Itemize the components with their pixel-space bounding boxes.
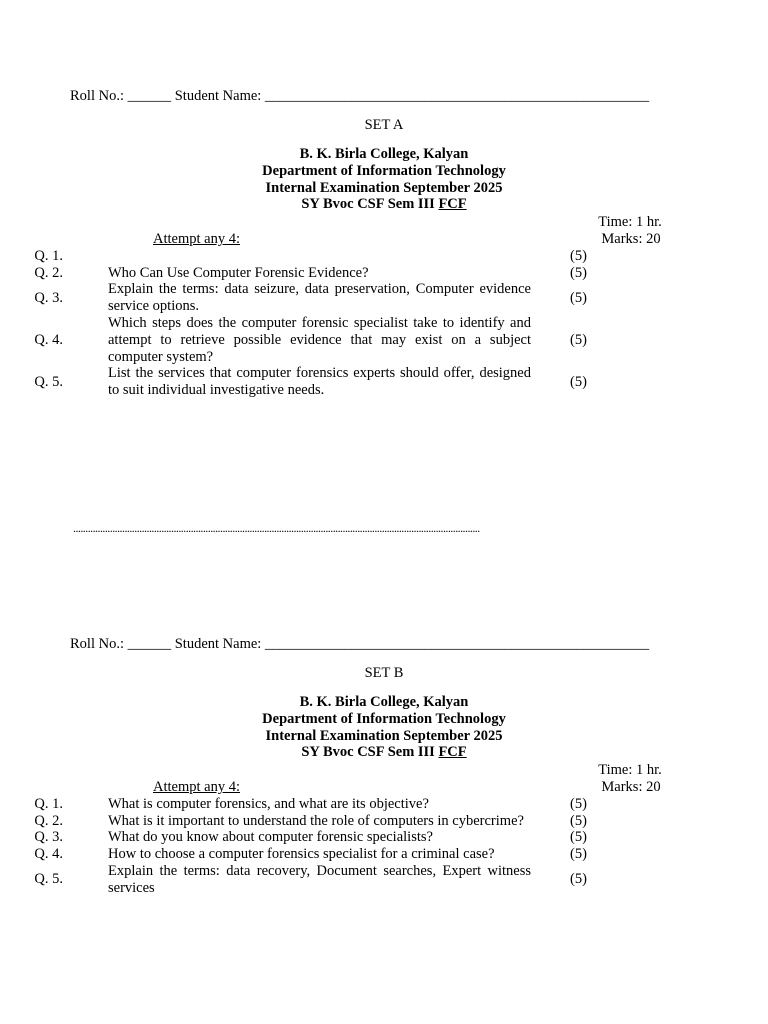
question-marks: (5) xyxy=(570,846,587,863)
question-row xyxy=(0,248,768,265)
question-row xyxy=(0,315,768,365)
question-number: Q. 3. xyxy=(34,289,63,306)
question-marks: (5) xyxy=(570,331,587,348)
question-table xyxy=(0,779,768,897)
question-marks: (5) xyxy=(570,871,587,888)
question-text: Which steps does the computer forensic specialist take to identify and attempt to retrieve possible evidence that may exist on a subject computer system? xyxy=(108,314,531,365)
department-name: Department of Information Technology xyxy=(262,710,506,727)
cut-line-separator: ...................................................................................................................................................................... xyxy=(73,521,480,535)
question-text: How to choose a computer forensics specialist for a criminal case? xyxy=(108,846,495,863)
question-row xyxy=(0,796,768,813)
exam-header xyxy=(0,694,768,761)
college-name: B. K. Birla College, Kalyan xyxy=(299,694,469,710)
question-marks: (5) xyxy=(570,795,587,812)
question-marks: (5) xyxy=(570,289,587,306)
college-name: B. K. Birla College, Kalyan xyxy=(299,146,469,162)
set-label: SET B xyxy=(364,665,404,681)
department-name: Department of Information Technology xyxy=(262,162,506,179)
time-label: Time: 1 hr. xyxy=(598,762,662,778)
question-text: Who Can Use Computer Forensic Evidence? xyxy=(108,264,369,281)
total-marks: Marks: 20 xyxy=(601,779,661,795)
question-number: Q. 5. xyxy=(34,373,63,390)
question-number: Q. 2. xyxy=(34,264,63,281)
total-marks: Marks: 20 xyxy=(601,231,661,247)
exam-name: Internal Examination September 2025 xyxy=(265,179,503,196)
exam-header xyxy=(0,146,768,213)
attempt-row xyxy=(0,779,768,796)
question-number: Q. 5. xyxy=(34,871,63,888)
course-prefix: SY Bvoc CSF Sem III xyxy=(301,196,439,213)
question-row xyxy=(0,846,768,863)
question-text: What is computer forensics, and what are its objective? xyxy=(108,795,429,812)
question-marks: (5) xyxy=(570,264,587,281)
question-number: Q. 1. xyxy=(34,795,63,812)
course-line xyxy=(0,196,768,213)
question-text: Explain the terms: data seizure, data preservation, Computer evidence service options. xyxy=(108,281,531,315)
roll-name-line: Roll No.: ______ Student Name: _____________________________________________________ xyxy=(70,88,650,104)
attempt-row xyxy=(0,231,768,248)
course-code: FCF xyxy=(438,744,467,761)
question-table xyxy=(0,231,768,399)
question-number: Q. 1. xyxy=(34,247,63,264)
course-line xyxy=(0,744,768,761)
question-marks: (5) xyxy=(570,247,587,264)
question-text xyxy=(108,248,531,265)
question-number: Q. 4. xyxy=(34,846,63,863)
question-marks: (5) xyxy=(570,812,587,829)
question-row xyxy=(0,813,768,830)
question-row xyxy=(0,829,768,846)
question-number: Q. 2. xyxy=(34,812,63,829)
question-text: What is it important to understand the role of computers in cybercrime? xyxy=(108,812,524,829)
question-marks: (5) xyxy=(570,829,587,846)
question-row xyxy=(0,281,768,315)
attempt-instruction: Attempt any 4: xyxy=(153,231,240,247)
question-row xyxy=(0,365,768,399)
course-code: FCF xyxy=(438,196,467,213)
question-marks: (5) xyxy=(570,373,587,390)
question-number: Q. 4. xyxy=(34,331,63,348)
set-label: SET A xyxy=(364,117,404,133)
question-text: Explain the terms: data recovery, Document searches, Expert witness services xyxy=(108,862,531,896)
question-text: List the services that computer forensics experts should offer, designed to suit individual investigative needs. xyxy=(108,365,531,399)
question-row xyxy=(0,265,768,282)
time-label: Time: 1 hr. xyxy=(598,214,662,230)
question-text: What do you know about computer forensic specialists? xyxy=(108,829,433,846)
course-prefix: SY Bvoc CSF Sem III xyxy=(301,744,439,761)
question-number: Q. 3. xyxy=(34,829,63,846)
roll-name-line: Roll No.: ______ Student Name: _____________________________________________________ xyxy=(70,636,650,652)
question-row xyxy=(0,863,768,897)
attempt-instruction: Attempt any 4: xyxy=(153,779,240,795)
exam-name: Internal Examination September 2025 xyxy=(265,727,503,744)
